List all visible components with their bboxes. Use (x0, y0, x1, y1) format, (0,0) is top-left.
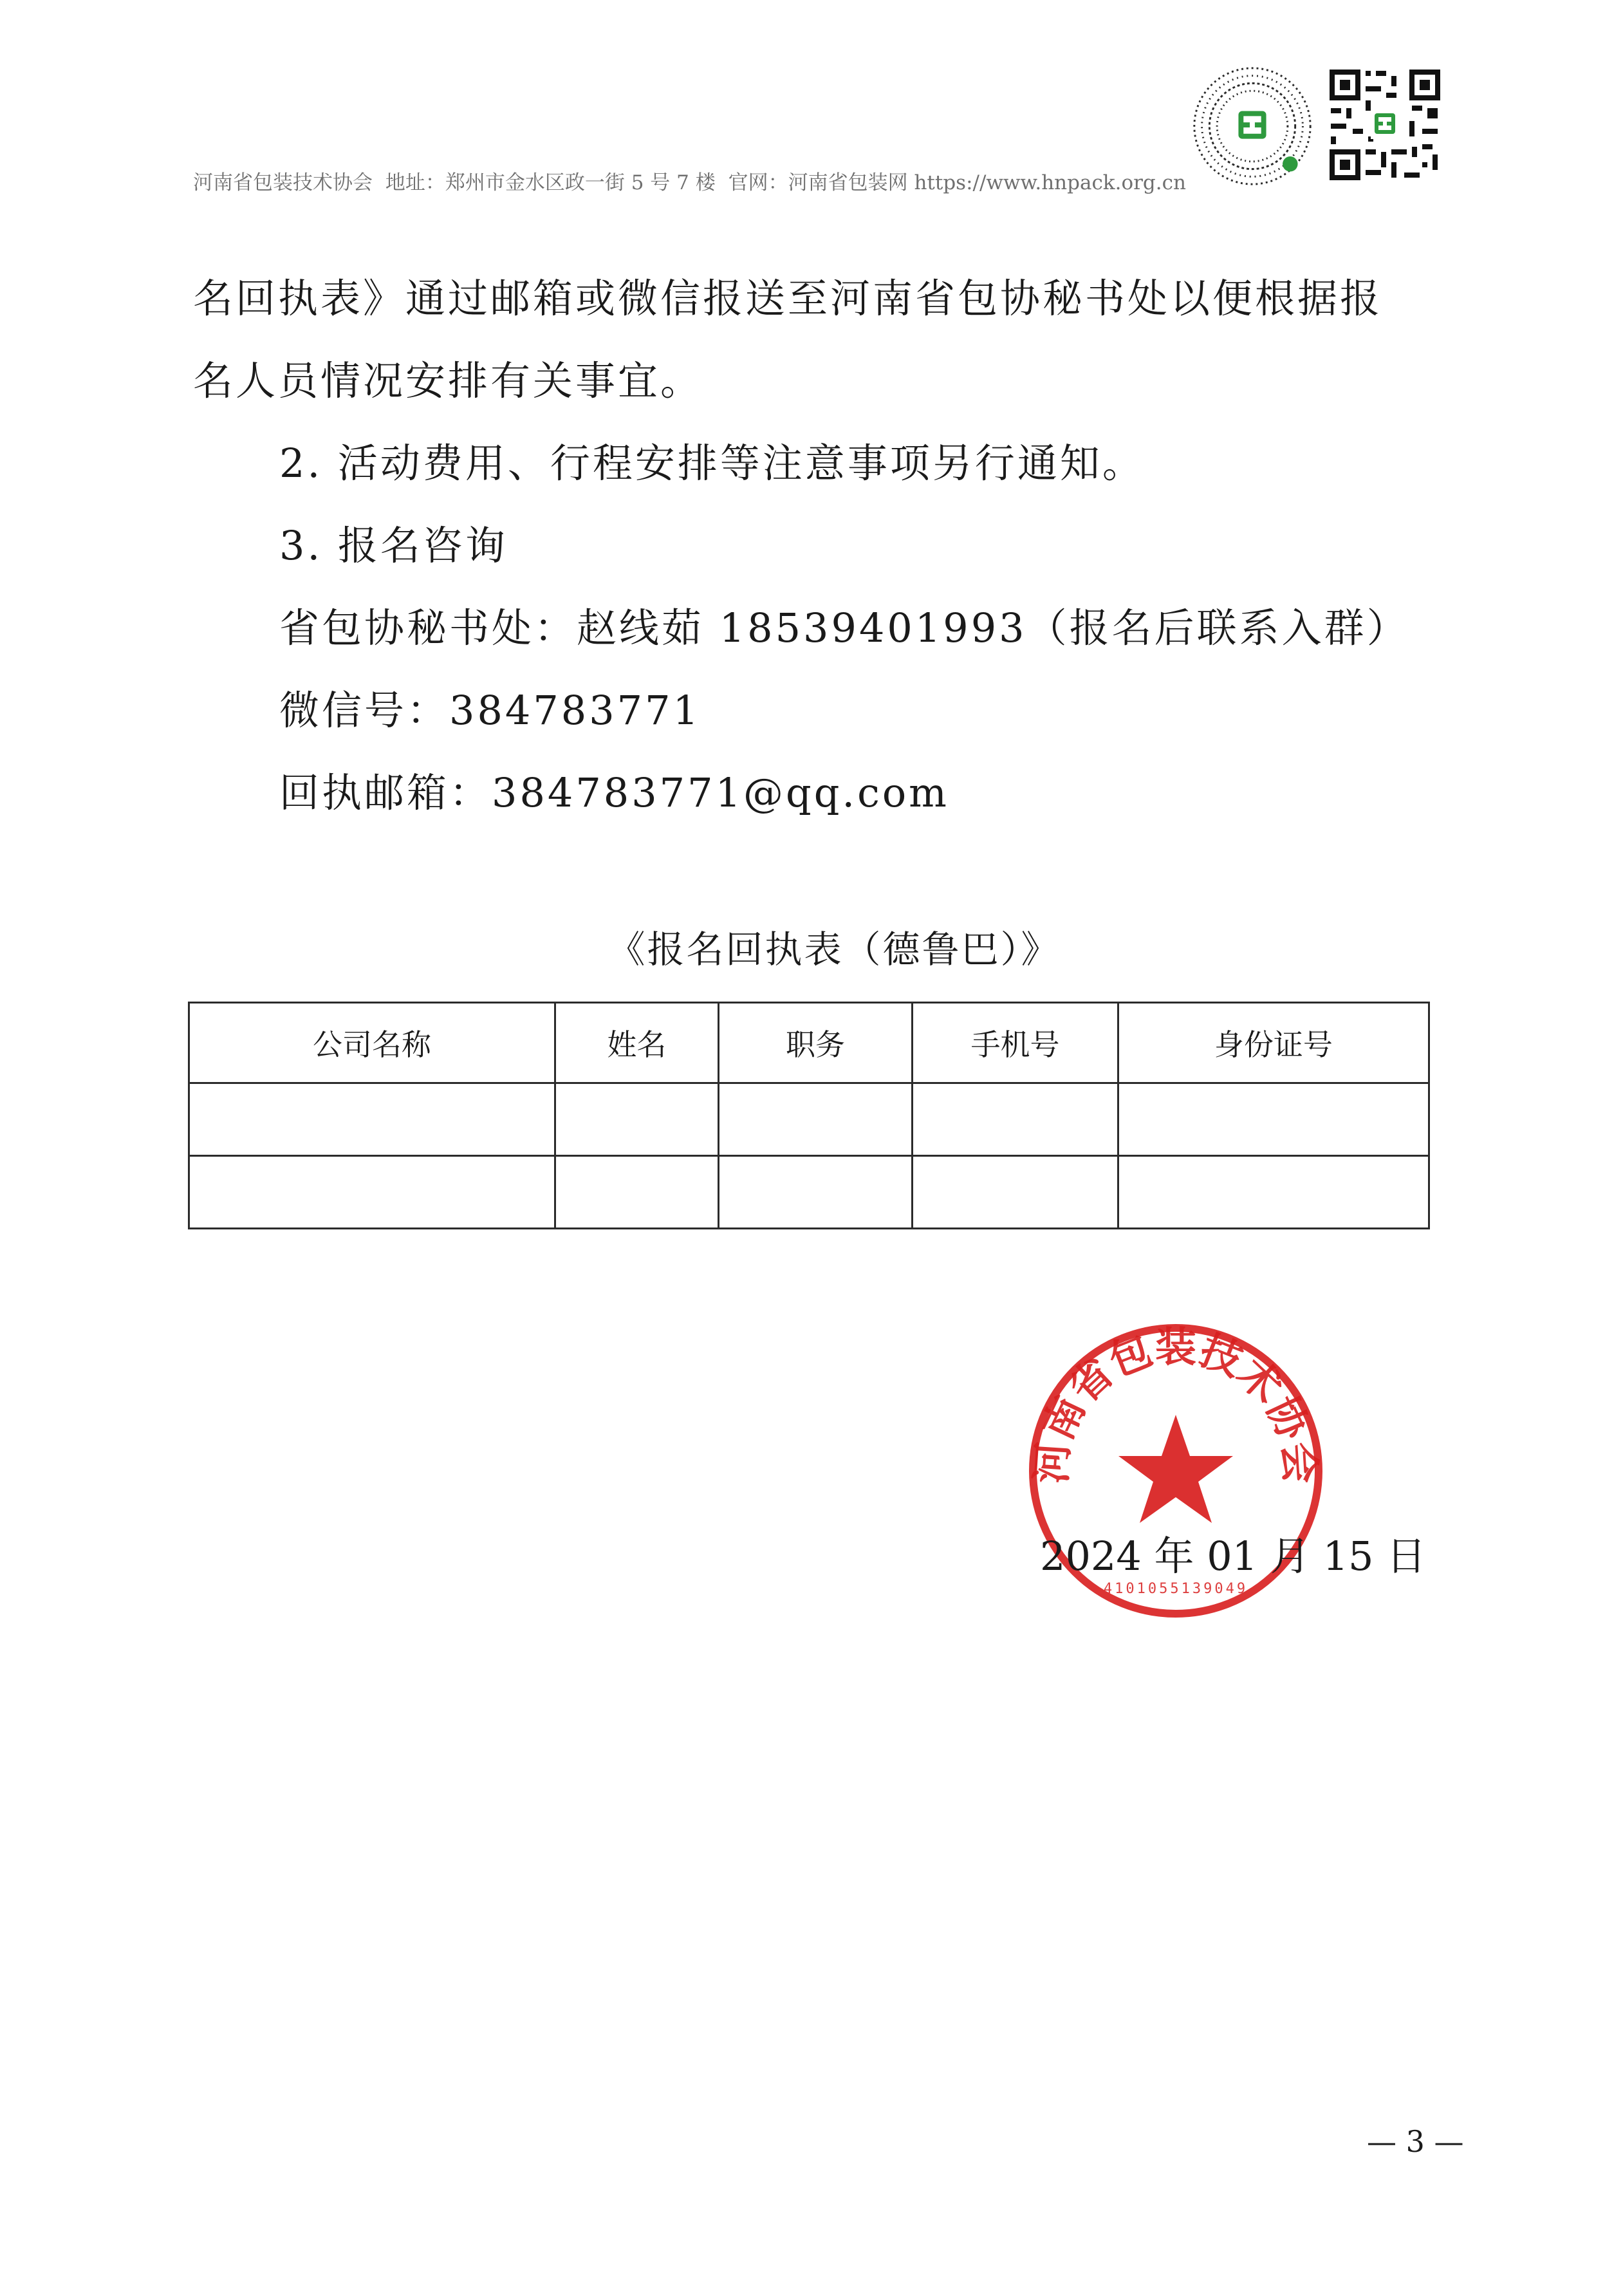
table-cell (555, 1083, 719, 1156)
contact-phone: 省包协秘书处：赵线茹 18539401993（报名后联系入群） (279, 604, 1409, 651)
seal-org-text: 河南省包装技术协会 (1028, 1323, 1324, 1485)
table-header-row (189, 1003, 1429, 1083)
qr-code-icon (1327, 67, 1443, 183)
table-cell (189, 1156, 555, 1229)
header-address: 地址：郑州市金水区政一街 5 号 7 楼 (385, 171, 716, 194)
header-website: 官网：河南省包装网 https://www.hnpack.org.cn (728, 171, 1186, 194)
column-header-phone: 手机号 (913, 1003, 1118, 1083)
table-cell (1118, 1156, 1429, 1229)
paragraph-line: 名回执表》通过邮箱或微信报送至河南省包协秘书处以便根据报 (193, 275, 1383, 322)
issue-date: 2024 年 01 月 15 日 (1040, 1533, 1427, 1580)
body-text (193, 257, 1416, 834)
page-number: — 3 — (1367, 2124, 1464, 2159)
column-header-company: 公司名称 (189, 1003, 555, 1083)
table-cell (555, 1156, 719, 1229)
registration-table (188, 1002, 1430, 1229)
paragraph-line: 名人员情况安排有关事宜。 (193, 357, 703, 404)
column-header-position: 职务 (718, 1003, 913, 1083)
table-cell (913, 1156, 1118, 1229)
table-cell (1118, 1083, 1429, 1156)
item-registration-inquiry: 3. 报名咨询 (279, 522, 508, 569)
table-cell (718, 1156, 913, 1229)
contact-email: 回执邮箱：384783771@qq.com (279, 769, 949, 816)
column-header-id-number: 身份证号 (1118, 1003, 1429, 1083)
table-cell (913, 1083, 1118, 1156)
page-header (193, 166, 1197, 195)
header-org-name: 河南省包装技术协会 (193, 171, 373, 194)
column-header-name: 姓名 (555, 1003, 719, 1083)
form-title: 《报名回执表（德鲁巴）》 (607, 928, 1061, 971)
contact-wechat: 微信号：384783771 (279, 687, 701, 734)
mini-program-code-icon (1189, 63, 1315, 189)
seal-serial: 4101055139049 (1103, 1581, 1248, 1597)
table-cell (718, 1083, 913, 1156)
table-row (189, 1156, 1429, 1229)
item-fees-notice: 2. 活动费用、行程安排等注意事项另行通知。 (279, 440, 1145, 487)
table-cell (189, 1083, 555, 1156)
table-row (189, 1083, 1429, 1156)
